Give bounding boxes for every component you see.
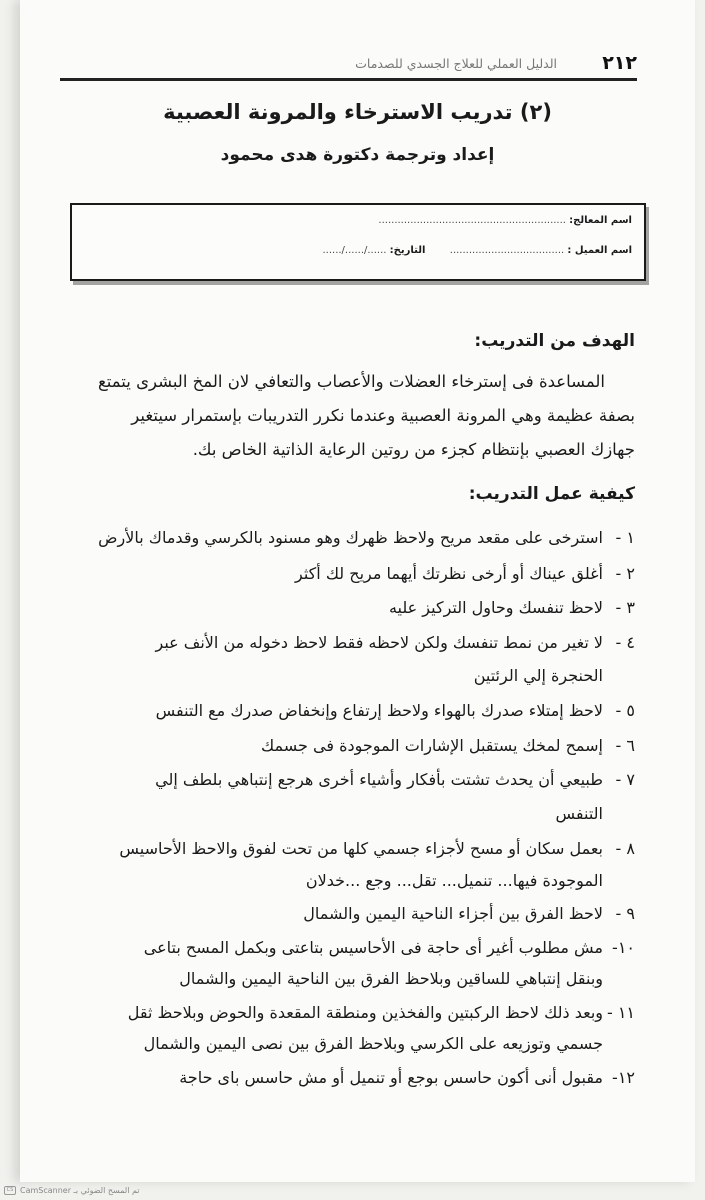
step-text: التنفس bbox=[555, 804, 603, 823]
step-text: أغلق عيناك أو أرخى نظرتك أيهما مريح لك أكثر bbox=[295, 564, 603, 583]
step-text: استرخى على مقعد مريح ولاحظ ظهرك وهو مسنود بالكرسي وقدماك بالأرض bbox=[98, 528, 603, 547]
step-text: الحنجرة إلي الرئتين bbox=[473, 666, 603, 685]
therapist-field: ........................................................... bbox=[378, 215, 566, 226]
camscanner-icon: CS bbox=[4, 1186, 16, 1195]
goal-line: جهازك العصبي بإنتظام كجزء من روتين الرعاية الذاتية الخاص بك. bbox=[192, 440, 635, 459]
running-header bbox=[60, 52, 637, 81]
step-text: بعمل سكان أو مسح لأجزاء جسمي كلها من تحت لفوق والاحظ الأحاسيس bbox=[119, 839, 603, 858]
goal-heading: الهدف من التدريب: bbox=[474, 331, 635, 351]
document-page bbox=[20, 0, 695, 1182]
step-text: لاحظ الفرق بين أجزاء الناحية اليمين والشمال bbox=[303, 904, 603, 923]
therapist-label: اسم المعالج: bbox=[569, 215, 632, 226]
step-number: ٢ - bbox=[615, 564, 635, 583]
step-text: لاحظ إمتلاء صدرك بالهواء ولاحظ إرتفاع وإنخفاض صدرك مع التنفس bbox=[155, 701, 603, 720]
step-text: لاحظ تنفسك وحاول التركيز عليه bbox=[388, 598, 603, 617]
step-number: ٩ - bbox=[615, 904, 635, 923]
step-text: وبنقل إنتباهي للساقين وبلاحظ الفرق بين الناحية اليمين والشمال bbox=[179, 969, 603, 988]
scanner-label: تم المسح الضوئي بـ CamScanner bbox=[20, 1186, 140, 1195]
step-number: ٧ - bbox=[615, 770, 635, 789]
client-field: .................................... bbox=[449, 245, 565, 256]
page-subtitle: إعداد وترجمة دكتورة هدى محمود bbox=[220, 145, 495, 165]
step-number: ١٢- bbox=[612, 1068, 635, 1087]
scanner-watermark bbox=[4, 1186, 140, 1195]
step-text: مقبول أنى أكون حاسس بوجع أو تنميل أو مش حاسس باى حاجة bbox=[179, 1068, 603, 1087]
page-title: (٢) تدريب الاسترخاء والمرونة العصبية bbox=[163, 100, 552, 124]
step-number: ١ - bbox=[615, 528, 635, 547]
step-text: وبعد ذلك لاحظ الركبتين والفخذين ومنطقة المقعدة والحوض وبلاحظ ثقل bbox=[127, 1003, 603, 1022]
step-text: إسمح لمخك يستقبل الإشارات الموجودة فى جسمك bbox=[261, 736, 603, 755]
step-text: طبيعي أن يحدث تشتت بأفكار وأشياء أخرى هرجع إنتباهي بلطف إلي bbox=[155, 770, 603, 789]
step-number: ٣ - bbox=[615, 598, 635, 617]
step-text: مش مطلوب أغير أى حاجة فى الأحاسيس بتاعتى وبكمل المسح بتاعى bbox=[143, 938, 603, 957]
step-number: ٥ - bbox=[615, 701, 635, 720]
book-title: الدليل العملي للعلاج الجسدي للصدمات bbox=[355, 56, 557, 71]
date-field: ....../....../...... bbox=[322, 245, 387, 256]
step-number: ٤ - bbox=[615, 633, 635, 652]
client-info-box bbox=[70, 203, 646, 281]
step-number: ٦ - bbox=[615, 736, 635, 755]
step-text: الموجودة فيها... تنميل... تقل... وجع ...خدلان bbox=[305, 871, 603, 890]
client-row bbox=[84, 245, 632, 256]
page-number: ٢١٢ bbox=[602, 52, 637, 74]
client-label: اسم العميل : bbox=[567, 245, 632, 256]
goal-line: المساعدة فى إسترخاء العضلات والأعصاب والتعافي لان المخ البشرى يتمتع bbox=[97, 372, 605, 391]
therapist-row bbox=[84, 215, 632, 226]
step-number: ١١ - bbox=[606, 1003, 635, 1022]
step-number: ١٠- bbox=[612, 938, 635, 957]
step-text: جسمي وتوزيعه على الكرسي وبلاحظ الفرق بين نصى اليمين والشمال bbox=[143, 1034, 603, 1053]
goal-line: بصفة عظيمة وهي المرونة العصبية وعندما نكرر التدريبات بإستمرار سيتغير bbox=[131, 406, 635, 425]
step-text: لا تغير من نمط تنفسك ولكن لاحظه فقط لاحظ دخوله من الأنف عبر bbox=[155, 633, 603, 652]
date-label: التاريخ: bbox=[389, 245, 426, 256]
howto-heading: كيفية عمل التدريب: bbox=[468, 484, 635, 504]
step-number: ٨ - bbox=[615, 839, 635, 858]
